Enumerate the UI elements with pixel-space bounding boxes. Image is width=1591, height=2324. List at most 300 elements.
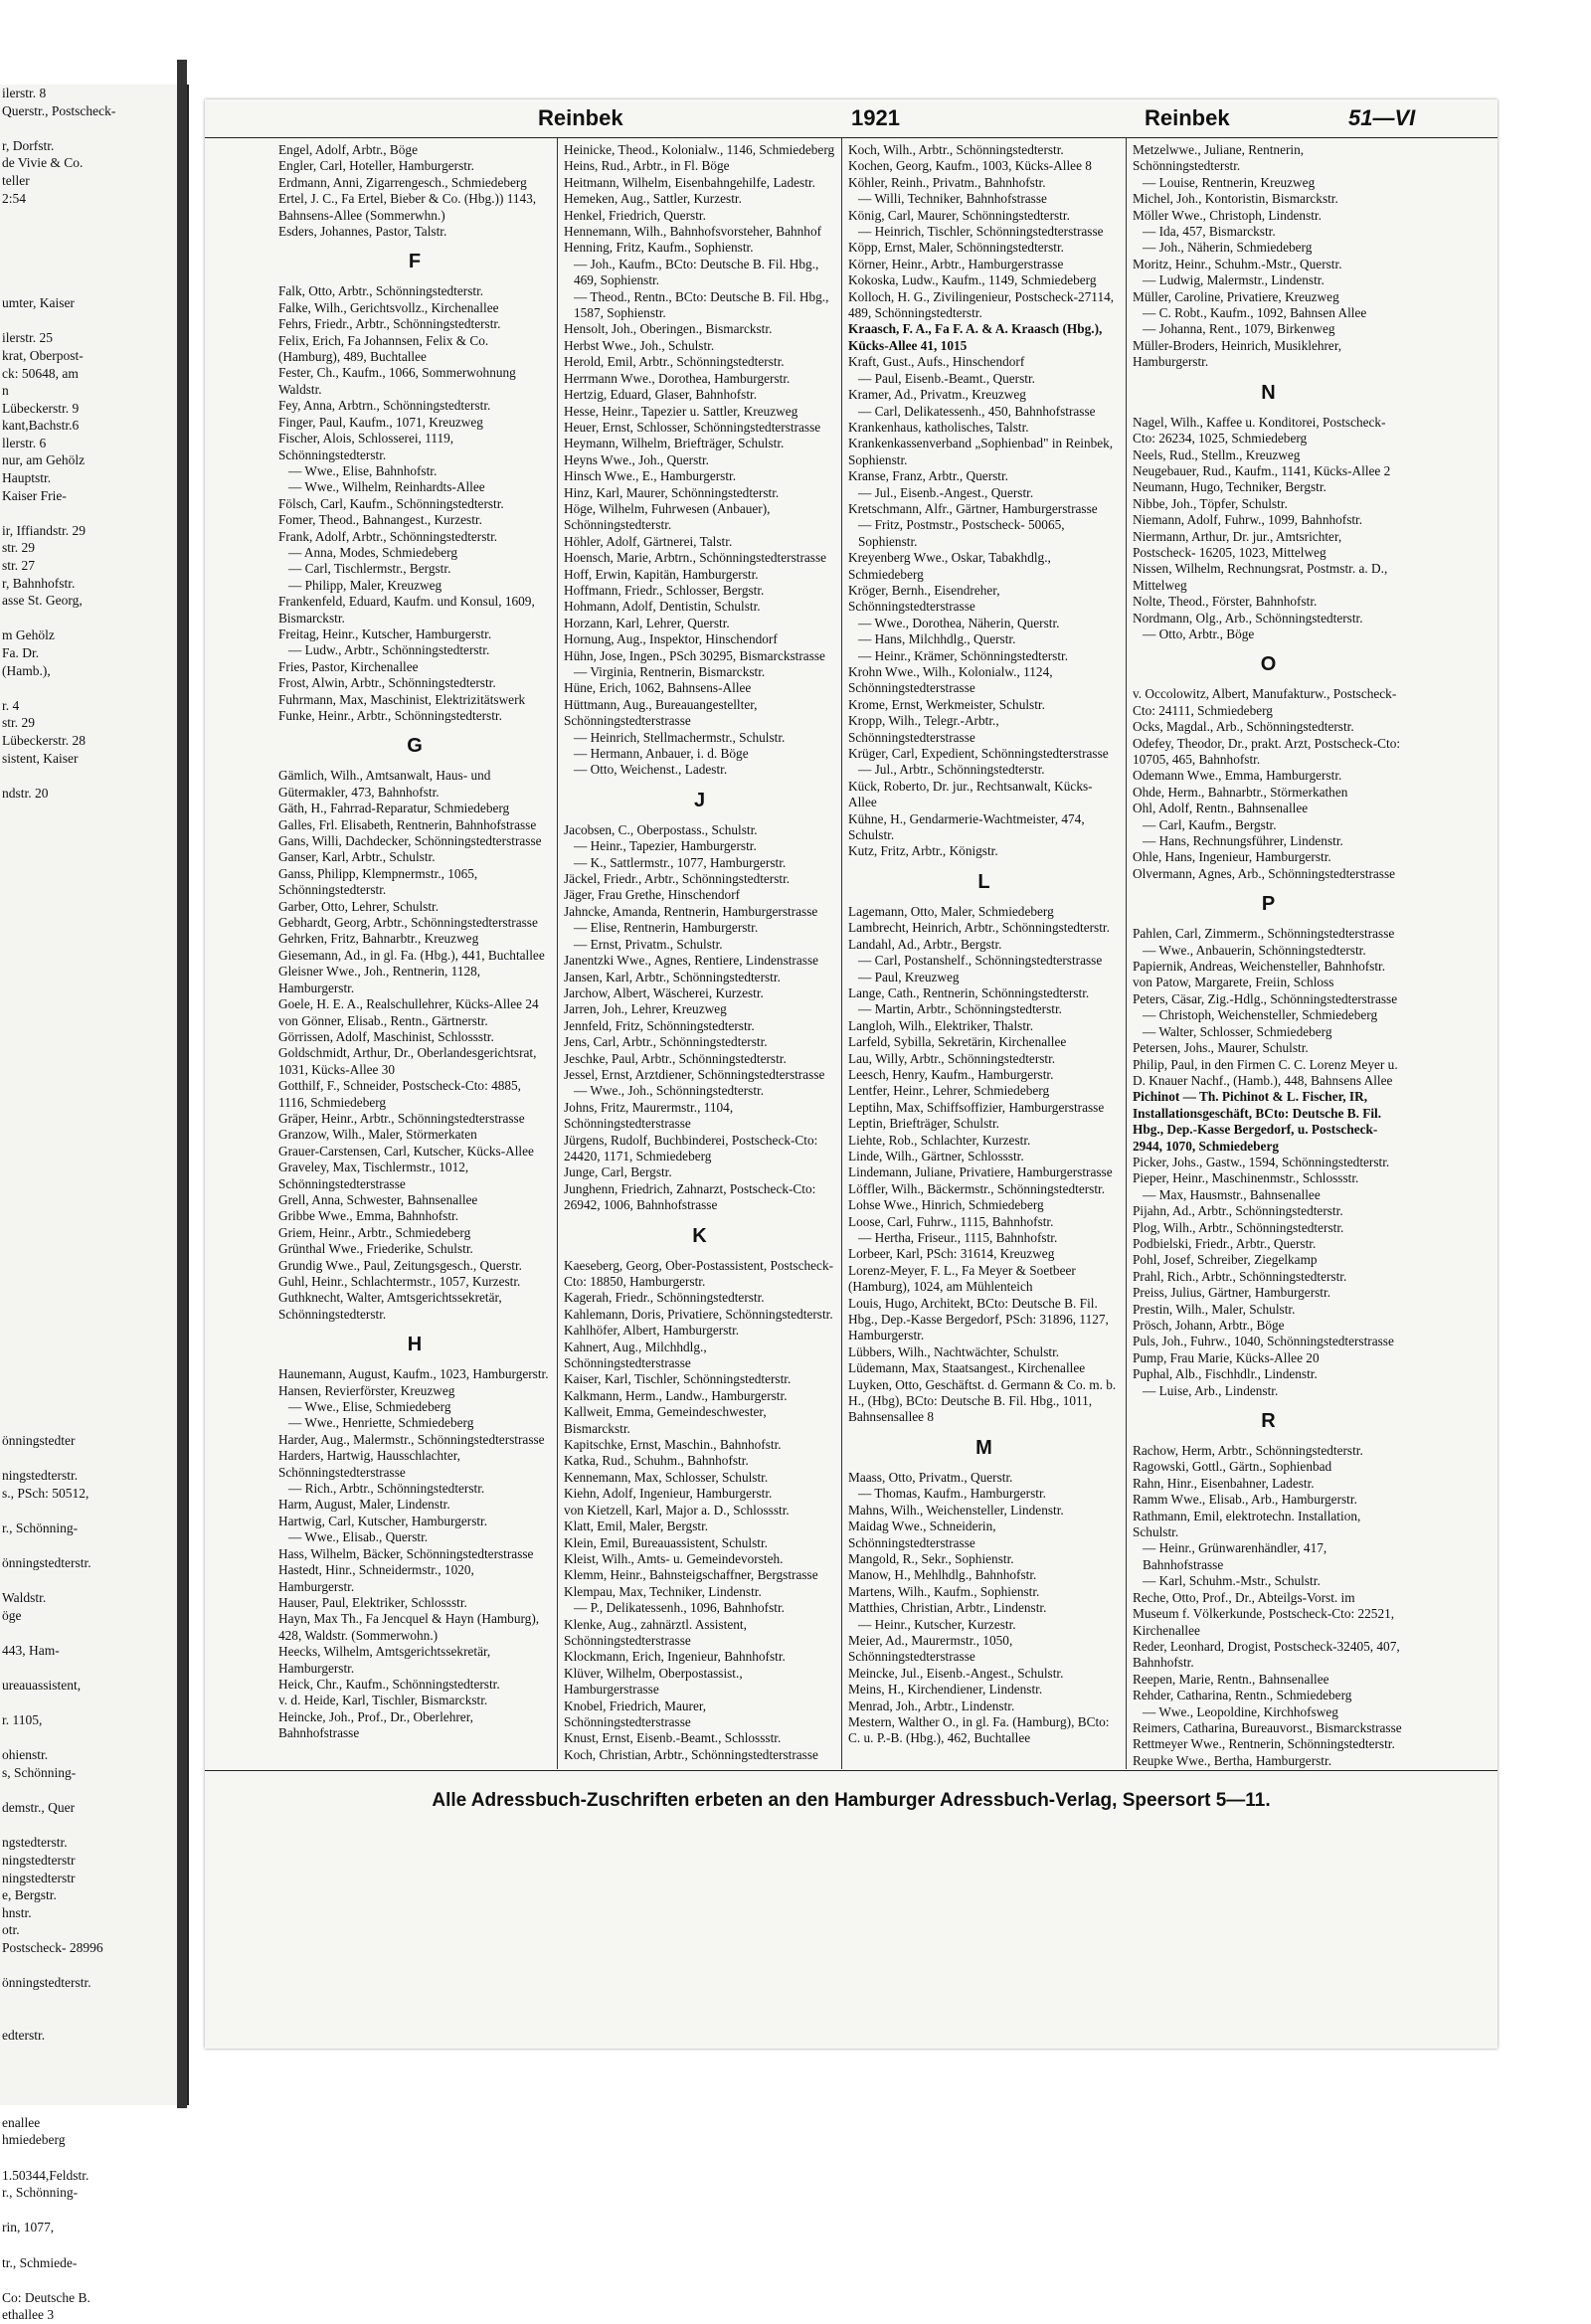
facing-page-line: Lübeckerstr. 28: [2, 732, 86, 748]
directory-entry: Körner, Heinr., Arbtr., Hamburgerstrasse: [848, 256, 1064, 271]
directory-entry: Gräper, Heinr., Arbtr., Schönningstedterstrasse: [278, 1110, 525, 1126]
facing-page-line: nur, am Gehölz: [2, 452, 86, 468]
directory-entry: — Ernst, Privatm., Schulstr.: [574, 936, 723, 952]
directory-entry: Kokoska, Ludw., Kaufm., 1149, Schmiedeberg: [848, 272, 1097, 288]
header-page-number: 51—VI: [1348, 105, 1416, 130]
directory-entry: Maass, Otto, Privatm., Querstr.: [848, 1469, 1013, 1485]
directory-entry: — Carl, Postanshelf., Schönningstedterstrasse: [858, 953, 1103, 969]
facing-page-line: [0, 119, 187, 137]
facing-page-line: [0, 225, 187, 243]
directory-entry: von Kietzell, Karl, Major a. D., Schlossstr.: [564, 1502, 790, 1518]
directory-column-4: [1126, 138, 1408, 1769]
directory-entry: — Joh., Näherin, Schmiedeberg: [1143, 240, 1313, 256]
section-letter: K: [692, 1224, 707, 1247]
facing-page-line: [0, 1659, 187, 1677]
facing-page-line: [0, 907, 187, 925]
directory-entry: Moritz, Heinr., Schuhm.-Mstr., Querstr.: [1133, 256, 1342, 271]
directory-entry: Prösch, Johann, Arbtr., Böge: [1133, 1318, 1285, 1333]
facing-page-line: demstr., Quer: [2, 1800, 76, 1816]
facing-page-line: [0, 1117, 187, 1135]
directory-entry: Johns, Fritz, Maurermstr., 1104, Schönningstedterstrasse: [564, 1099, 734, 1132]
directory-entry: Gleisner Wwe., Joh., Rentnerin, 1128, Hamburgerstr.: [278, 964, 481, 995]
directory-entry: Hennemann, Wilh., Bahnhofsvorsteher, Bahnhof: [564, 224, 822, 240]
directory-entry: Koch, Wilh., Arbtr., Schönningstedterstr.: [848, 142, 1064, 157]
facing-page-line: hnstr.: [2, 1904, 32, 1920]
facing-page-line: [0, 1029, 187, 1047]
directory-entry: — Heinrich, Stellmachermstr., Schulstr.: [574, 729, 786, 745]
directory-entry: Heinicke, Theod., Kolonialw., 1146, Schmiedeberg: [564, 142, 835, 157]
directory-entry: Fuhrmann, Max, Maschinist, Elektrizitätswerk: [278, 691, 526, 707]
directory-entry: Falk, Otto, Arbtr., Schönningstedterstr.: [278, 283, 484, 299]
directory-entry: — Ludw., Arbtr., Schönningstedterstr.: [288, 642, 490, 658]
directory-entry: Luyken, Otto, Geschäftst. d. Germann & Co. m. b. H., (Hbg), BCto: Deutsche B. Fil. Hbg., 1011, Bahnsensallee 8: [848, 1376, 1117, 1425]
directory-entry: — Walter, Schlosser, Schmiedeberg: [1143, 1023, 1332, 1039]
facing-page-line: tr., Schmiede-: [2, 2254, 78, 2270]
facing-page-line: (Hamb.),: [2, 662, 51, 678]
directory-entry: Hoff, Erwin, Kapitän, Hamburgerstr.: [564, 566, 759, 582]
directory-entry: Grauer-Carstensen, Carl, Kutscher, Kücks-Allee: [278, 1143, 534, 1159]
directory-entry: — Willi, Techniker, Bahnhofstrasse: [858, 191, 1047, 207]
directory-entry: Harm, August, Maler, Lindenstr.: [278, 1497, 450, 1513]
directory-entry: Jahncke, Amanda, Rentnerin, Hamburgerstrasse: [564, 903, 818, 919]
directory-entry: Papiernik, Andreas, Weichensteller, Bahnhofstr.: [1133, 959, 1386, 975]
directory-entry: — Carl, Kaufm., Bergstr.: [1143, 816, 1277, 832]
facing-page-line: [0, 1571, 187, 1589]
directory-entry: Rachow, Herm, Arbtr., Schönningstedterstr.: [1133, 1443, 1363, 1459]
facing-page-line: [0, 312, 187, 330]
section-letter: H: [407, 1334, 423, 1356]
directory-entry: Lüdemann, Max, Staatsangest., Kirchenallee: [848, 1360, 1086, 1376]
directory-entry: — Hans, Milchhdlg., Querstr.: [858, 631, 1016, 647]
directory-entry: — Wwe., Elisab., Querstr.: [288, 1529, 429, 1545]
directory-entry: Heitmann, Wilhelm, Eisenbahngehilfe, Ladestr.: [564, 174, 815, 190]
facing-page-line: öge: [2, 1607, 22, 1623]
directory-entry: Kühne, H., Gendarmerie-Wachtmeister, 474, Schulstr.: [848, 810, 1085, 843]
directory-entry: Haunemann, August, Kaufm., 1023, Hamburgerstr.: [278, 1366, 549, 1382]
directory-entry: — Hermann, Anbauer, i. d. Böge: [574, 746, 749, 762]
facing-page-line: ir, Iffiandstr. 29: [2, 522, 86, 538]
directory-entry: Kröger, Bernh., Eisendreher, Schönningstedterstrasse: [848, 582, 1000, 615]
directory-entry: Kahlhöfer, Albert, Hamburgerstr.: [564, 1323, 740, 1339]
directory-entry: — Wwe., Joh., Schönningstedterstr.: [574, 1083, 765, 1099]
directory-entry: Podbielski, Friedr., Arbtr., Querstr.: [1133, 1235, 1317, 1251]
directory-entry: Reimers, Catharina, Bureauvorst., Bismarckstrasse: [1133, 1719, 1402, 1735]
facing-page-line: [0, 2202, 187, 2220]
directory-entry: — Jul., Arbtr., Schönningstedterstr.: [858, 762, 1045, 778]
section-letter: G: [407, 735, 423, 758]
facing-page-line: r, Dorfstr.: [2, 137, 55, 153]
facing-page-line: r., Schönning-: [2, 2185, 79, 2201]
directory-entry: — Virginia, Rentnerin, Bismarckstr.: [574, 664, 766, 679]
directory-entry: Grünthal Wwe., Friederike, Schulstr.: [278, 1241, 473, 1257]
directory-entry: Klempau, Max, Techniker, Lindenstr.: [564, 1583, 762, 1599]
directory-entry: Petersen, Johs., Maurer, Schulstr.: [1133, 1040, 1309, 1056]
facing-page-line: [0, 1502, 187, 1520]
directory-entry: Kretschmann, Alfr., Gärtner, Hamburgerstrasse: [848, 500, 1098, 516]
directory-entry: Jessel, Ernst, Arztdiener, Schönningstedterstrasse: [564, 1066, 825, 1082]
directory-entry: Finger, Paul, Kaufm., 1071, Kreuzweg: [278, 414, 483, 430]
directory-entry: — K., Sattlermstr., 1077, Hamburgerstr.: [574, 854, 787, 870]
directory-entry: — Hertha, Friseur., 1115, Bahnhofstr.: [858, 1230, 1058, 1245]
facing-page-line: [0, 1310, 187, 1328]
directory-entry: Klüver, Wilhelm, Oberpostassist., Hamburgerstrasse: [564, 1665, 743, 1698]
facing-page-line: kant,Bachstr.6: [2, 418, 80, 434]
directory-entry: Pohl, Josef, Schreiber, Ziegelkamp: [1133, 1252, 1318, 1268]
directory-entry: — Theod., Rentn., BCto: Deutsche B. Fil. Hbg., 1587, Sophienstr.: [574, 288, 829, 321]
directory-entry: von Patow, Margarete, Freiin, Schloss: [1133, 975, 1334, 990]
facing-page-line: [0, 767, 187, 785]
directory-entry: Hühn, Jose, Ingen., PSch 30295, Bismarckstrasse: [564, 647, 825, 663]
directory-entry: Henning, Fritz, Kaufm., Sophienstr.: [564, 240, 754, 256]
directory-entry: Jäger, Frau Grethe, Hinschendorf: [564, 887, 741, 903]
directory-entry: Michel, Joh., Kontoristin, Bismarckstr.: [1133, 191, 1338, 207]
directory-entry: Harders, Hartwig, Hausschlachter, Schönningstedterstrasse: [278, 1448, 460, 1480]
directory-entry: Kochen, Georg, Kaufm., 1003, Kücks-Allee 8: [848, 158, 1092, 174]
directory-entry: Hesse, Heinr., Tapezier u. Sattler, Kreuzweg: [564, 403, 798, 419]
facing-page-line: [0, 610, 187, 627]
directory-entry: König, Carl, Maurer, Schönningstedterstr.: [848, 207, 1070, 223]
facing-page-line: önningstedter: [2, 1432, 76, 1448]
directory-entry: Frank, Adolf, Arbtr., Schönningstedterstr.: [278, 528, 498, 544]
directory-entry: Löffler, Wilh., Bäckermstr., Schönningstedterstr.: [848, 1180, 1106, 1196]
facing-page-line: [0, 889, 187, 907]
facing-page-line: de Vivie & Co.: [2, 155, 84, 171]
directory-entry: Nibbe, Joh., Töpfer, Schulstr.: [1133, 495, 1288, 511]
directory-entry: Hertzig, Eduard, Glaser, Bahnhofstr.: [564, 387, 758, 403]
directory-entry: Gämlich, Wilh., Amtsanwalt, Haus- und Gütermakler, 473, Bahnhofstr.: [278, 768, 491, 800]
directory-entry: Ohl, Adolf, Rentn., Bahnsenallee: [1133, 801, 1309, 816]
directory-entry: Preiss, Julius, Gärtner, Hamburgerstr.: [1133, 1285, 1331, 1301]
directory-entry: — Heinr., Krämer, Schönningstedterstr.: [858, 647, 1069, 663]
facing-page-line: ndstr. 20: [2, 785, 49, 801]
directory-entry: — Philipp, Maler, Kreuzweg: [288, 577, 442, 593]
directory-entry: Nolte, Theod., Förster, Bahnhofstr.: [1133, 594, 1318, 610]
directory-entry: von Gönner, Elisab., Rentn., Gärtnerstr.: [278, 1012, 488, 1028]
directory-entry: Koch, Christian, Arbtr., Schönningstedterstrasse: [564, 1746, 818, 1762]
facing-page-line: [0, 2079, 187, 2097]
directory-entry: — Otto, Weichenst., Ladestr.: [574, 762, 728, 778]
directory-entry: Fey, Anna, Arbtrn., Schönningstedterstr.: [278, 398, 491, 414]
directory-entry: — Wwe., Leopoldine, Kirchhofsweg: [1143, 1703, 1338, 1719]
facing-page-line: önningstedterstr.: [2, 1975, 91, 1991]
directory-entry: Lentfer, Heinr., Lehrer, Schmiedeberg: [848, 1083, 1050, 1099]
directory-entry: Kreyenberg Wwe., Oskar, Tabakhdlg., Schmiedeberg: [848, 550, 1051, 582]
facing-page-line: ck: 50648, am: [2, 365, 79, 381]
facing-page-line: [0, 994, 187, 1012]
directory-entry: Kück, Roberto, Dr. jur., Rechtsanwalt, Kücks-Allee: [848, 778, 1093, 810]
facing-page-line: [0, 1361, 187, 1379]
directory-column-2: [557, 138, 839, 1769]
directory-entry: Galles, Frl. Elisabeth, Rentnerin, Bahnhofstrasse: [278, 816, 537, 832]
directory-entry: — Rich., Arbtr., Schönningstedterstr.: [288, 1481, 485, 1497]
directory-entry: Granzow, Wilh., Maler, Störmerkaten: [278, 1127, 477, 1143]
directory-entry: Jeschke, Paul, Arbtr., Schönningstedterstr.: [564, 1050, 787, 1066]
facing-page-line: ningstedterstr: [2, 1852, 76, 1868]
facing-page-line: [0, 1274, 187, 1292]
directory-entry: Esders, Johannes, Pastor, Talstr.: [278, 224, 447, 240]
page-header: [205, 105, 1498, 135]
facing-page-line: umter, Kaiser: [2, 295, 75, 311]
facing-page-line: ningstedterstr.: [2, 1467, 79, 1483]
directory-entry: — Wwe., Elise, Schmiedeberg: [288, 1399, 451, 1415]
directory-entry: Jarren, Joh., Lehrer, Kreuzweg: [564, 1001, 727, 1017]
directory-entry: Jürgens, Rudolf, Buchbinderei, Postscheck-Cto: 24420, 1171, Schmiedeberg: [564, 1132, 818, 1163]
facing-page-line: str. 27: [2, 558, 36, 574]
directory-entry: Hansen, Revierförster, Kreuzweg: [278, 1382, 455, 1398]
facing-page-line: [0, 1152, 187, 1169]
facing-page-line: [0, 1624, 187, 1642]
directory-entry: Krankenhaus, katholisches, Talstr.: [848, 419, 1029, 435]
facing-page-line: [0, 1397, 187, 1415]
facing-page-line: Postscheck- 28996: [2, 1939, 103, 1955]
directory-entry: Langloh, Wilh., Elektriker, Thalstr.: [848, 1017, 1034, 1033]
directory-entry: Görrissen, Adolf, Maschinist, Schlossstr.: [278, 1028, 494, 1044]
directory-entry: Knobel, Friedrich, Maurer, Schönningstedterstrasse: [564, 1698, 707, 1729]
facing-page-line: r. 4: [2, 697, 20, 713]
directory-entry: Reepen, Marie, Rentn., Bahnsenallee: [1133, 1671, 1329, 1687]
directory-entry: Rehder, Catharina, Rentn., Schmiedeberg: [1133, 1688, 1352, 1703]
directory-entry: Heymann, Wilhelm, Briefträger, Schulstr.: [564, 436, 785, 451]
directory-entry: Herbst Wwe., Joh., Schulstr.: [564, 337, 715, 353]
facing-page-line: [0, 1257, 187, 1275]
directory-entry: Fischer, Alois, Schlosserei, 1119, Schönningstedterstr.: [278, 431, 454, 462]
directory-entry: Jacobsen, C., Oberpostass., Schulstr.: [564, 821, 758, 837]
directory-entry: Müller, Caroline, Privatiere, Kreuzweg: [1133, 288, 1339, 304]
facing-page-line: [0, 1011, 187, 1029]
directory-entry: Rathmann, Emil, elektrotechn. Installation, Schulstr.: [1133, 1508, 1361, 1540]
directory-entry: Klenke, Aug., zahnärztl. Assistent, Schönningstedterstrasse: [564, 1616, 747, 1648]
facing-page-line: [0, 1204, 187, 1222]
facing-page-line: str. 29: [2, 715, 36, 731]
facing-page-line: Querstr., Postscheck-: [2, 102, 116, 118]
directory-entry: Goele, H. E. A., Realschullehrer, Kücks-Allee 24: [278, 996, 539, 1012]
directory-entry: Heick, Chr., Kaufm., Schönningstedterstr.: [278, 1676, 500, 1692]
directory-entry: — Wwe., Anbauerin, Schönningstedterstr.: [1143, 942, 1366, 958]
facing-page-line: [0, 2096, 187, 2114]
facing-page-line: [0, 802, 187, 819]
directory-entry: Neels, Rud., Stellm., Kreuzweg: [1133, 447, 1301, 462]
directory-entry: Hüttmann, Aug., Bureauangestellter, Schönningstedterstrasse: [564, 696, 758, 729]
directory-entry: Krome, Ernst, Werkmeister, Schulstr.: [848, 696, 1045, 712]
facing-page-line: n: [2, 383, 9, 399]
directory-entry: Maidag Wwe., Schneiderin, Schönningstedterstrasse: [848, 1519, 996, 1550]
directory-entry: Ganss, Philipp, Klempnermstr., 1065, Schönningstedterstr.: [278, 865, 478, 898]
directory-entry: Köhler, Reinh., Privatm., Bahnhofstr.: [848, 174, 1046, 190]
directory-entry: Heins, Rud., Arbtr., in Fl. Böge: [564, 158, 730, 174]
facing-page-line: [0, 1186, 187, 1204]
directory-entry: — Wwe., Wilhelm, Reinhardts-Allee: [288, 479, 485, 495]
directory-entry: Heuer, Ernst, Schlosser, Schönningstedterstrasse: [564, 419, 821, 435]
facing-page-line: [0, 679, 187, 697]
directory-entry: Meier, Ad., Maurermstr., 1050, Schönningstedterstrasse: [848, 1632, 1013, 1665]
directory-entry: Junge, Carl, Bergstr.: [564, 1164, 672, 1180]
page-gutter: [177, 60, 187, 2108]
directory-entry: Griem, Heinr., Arbtr., Schmiedeberg: [278, 1224, 471, 1240]
facing-page-line: s., PSch: 50512,: [2, 1485, 89, 1501]
directory-entry: Ertel, J. C., Fa Ertel, Bieber & Co. (Hbg.)) 1143, Bahnsens-Allee (Sommerwhn.): [278, 191, 537, 223]
directory-entry: Ohde, Herm., Bahnarbtr., Störmerkathen: [1133, 784, 1348, 800]
directory-entry: Hemeken, Aug., Sattler, Kurzestr.: [564, 191, 742, 207]
directory-entry: Mestern, Walther O., in gl. Fa. (Hamburg), BCto: C. u. P.-B. (Hbg.), 462, Buchtallee: [848, 1713, 1110, 1746]
directory-entry: — Carl, Delikatessenh., 450, Bahnhofstrasse: [858, 403, 1096, 419]
directory-entry: Lübbers, Wilh., Nachtwächter, Schulstr.: [848, 1343, 1060, 1359]
directory-entry: Hayn, Max Th., Fa Jencquel & Hayn (Hamburg), 428, Waldstr. (Sommerwohn.): [278, 1611, 540, 1643]
directory-entry: — Christoph, Weichensteller, Schmiedeberg: [1143, 1007, 1378, 1023]
directory-entry: Klatt, Emil, Maler, Bergstr.: [564, 1519, 709, 1534]
directory-entry: Lau, Willy, Arbtr., Schönningstedterstr.: [848, 1050, 1056, 1066]
directory-entry: Neumann, Hugo, Techniker, Bergstr.: [1133, 479, 1326, 495]
directory-entry: Lohse Wwe., Hinrich, Schmiedeberg: [848, 1197, 1044, 1213]
directory-entry: Müller-Broders, Heinrich, Musiklehrer, Hamburgerstr.: [1133, 337, 1342, 370]
facing-page-line: str. 29: [2, 540, 36, 556]
facing-page-line: edterstr.: [2, 2027, 46, 2043]
facing-page-line: Co: Deutsche B.: [2, 2289, 90, 2305]
directory-entry: Kramer, Ad., Privatm., Kreuzweg: [848, 387, 1026, 403]
directory-entry: Kagerah, Friedr., Schönningstedterstr.: [564, 1290, 765, 1306]
facing-page-line: [0, 1695, 187, 1712]
directory-entry: Möller Wwe., Christoph, Lindenstr.: [1133, 207, 1322, 223]
directory-entry: Landahl, Ad., Arbtr., Bergstr.: [848, 936, 1002, 952]
directory-entry: Olvermann, Agnes, Arb., Schönningstedterstrasse: [1133, 865, 1396, 881]
directory-entry: Kallweit, Emma, Gemeindeschwester, Bismarckstr.: [564, 1404, 767, 1436]
directory-entry: — Joh., Kaufm., BCto: Deutsche B. Fil. Hbg., 469, Sophienstr.: [574, 256, 819, 288]
directory-entry: Mangold, R., Sekr., Sophienstr.: [848, 1550, 1014, 1566]
directory-entry: Engel, Adolf, Arbtr., Böge: [278, 142, 418, 157]
directory-entry: Guhl, Heinr., Schlachtermstr., 1057, Kurzestr.: [278, 1274, 521, 1289]
section-letter: O: [1260, 653, 1277, 676]
directory-entry: Loose, Carl, Fuhrw., 1115, Bahnhofstr.: [848, 1213, 1054, 1229]
directory-entry: Lagemann, Otto, Maler, Schmiedeberg: [848, 903, 1054, 919]
directory-entry: Linde, Wilh., Gärtner, Schlossstr.: [848, 1148, 1024, 1163]
directory-entry: Kaiser, Karl, Tischler, Schönningstedterstr.: [564, 1371, 792, 1387]
directory-entry: Neugebauer, Rud., Kaufm., 1141, Kücks-Allee 2: [1133, 462, 1391, 478]
facing-page-line: [0, 942, 187, 960]
section-letter: L: [977, 870, 990, 893]
directory-entry: Kaeseberg, Georg, Ober-Postassistent, Postscheck-Cto: 18850, Hamburgerstr.: [564, 1257, 834, 1289]
facing-page-line: [0, 1414, 187, 1432]
directory-entry: Kiehn, Adolf, Ingenieur, Hamburgerstr.: [564, 1486, 773, 1502]
directory-entry: v. Occolowitz, Albert, Manufakturw., Postscheck-Cto: 24111, Schmiedeberg: [1133, 686, 1397, 718]
directory-entry: — Ludwig, Malermstr., Lindenstr.: [1143, 272, 1325, 288]
directory-entry: Ganser, Karl, Arbtr., Schulstr.: [278, 849, 436, 865]
section-letter: J: [693, 789, 706, 811]
facing-page-line: [0, 819, 187, 837]
directory-entry: — Luise, Arb., Lindenstr.: [1143, 1382, 1279, 1398]
directory-entry: Martens, Wilh., Kaufm., Sophienstr.: [848, 1583, 1040, 1599]
directory-entry: Pijahn, Ad., Arbtr., Schönningstedterstr.: [1133, 1203, 1343, 1219]
directory-entry: Odemann Wwe., Emma, Hamburgerstr.: [1133, 768, 1342, 784]
directory-entry: Horzann, Karl, Lehrer, Querstr.: [564, 615, 730, 630]
directory-entry: Frankenfeld, Eduard, Kaufm. und Konsul, 1609, Bismarckstr.: [278, 594, 535, 626]
directory-entry: Reder, Leonhard, Drogist, Postscheck-32405, 407, Bahnhofstr.: [1133, 1638, 1400, 1671]
directory-entry: Hensolt, Joh., Oberingen., Bismarckstr.: [564, 321, 773, 337]
directory-entry: Rettmeyer Wwe., Rentnerin, Schönningstedterstr.: [1133, 1736, 1395, 1752]
directory-entry: Fries, Pastor, Kirchenallee: [278, 658, 419, 674]
directory-entry: Krohn Wwe., Wilh., Kolonialw., 1124, Schönningstedterstrasse: [848, 664, 1053, 696]
directory-entry: Gehrken, Fritz, Bahnarbtr., Kreuzweg: [278, 931, 479, 947]
facing-page-line: [0, 1344, 187, 1362]
directory-entry: Kahnert, Aug., Milchhdlg., Schönningstedterstrasse: [564, 1339, 707, 1371]
directory-entry: Philip, Paul, in den Firmen C. C. Lorenz Meyer u. D. Knauer Nachf., (Hamb.), 448, Bahnsens Allee: [1133, 1056, 1398, 1088]
directory-entry: Krüger, Carl, Expedient, Schönningstedterstrasse: [848, 746, 1109, 762]
directory-entry: — Paul, Eisenb.-Beamt., Querstr.: [858, 370, 1036, 386]
directory-entry: — P., Delikatessenh., 1096, Bahnhofstr.: [574, 1600, 785, 1616]
facing-page-line: [0, 2009, 187, 2027]
directory-entry: Fester, Ch., Kaufm., 1066, Sommerwohnung Waldstr.: [278, 365, 516, 397]
facing-page-line: llerstr. 6: [2, 435, 47, 450]
facing-page-line: hmiedeberg: [2, 2132, 66, 2148]
directory-entry: Reche, Otto, Prof., Dr., Abteilgs-Vorst. im Museum f. Völkerkunde, Postscheck-Cto: 22521, Kirchenallee: [1133, 1589, 1395, 1638]
facing-page-line: [0, 1992, 187, 2010]
directory-entry: Jens, Carl, Arbtr., Schönningstedterstr.: [564, 1034, 768, 1050]
facing-page-line: ningstedterstr: [2, 1870, 76, 1885]
directory-column-1: [272, 138, 555, 1769]
directory-entry: Freitag, Heinr., Kutscher, Hamburgerstr.: [278, 626, 492, 641]
directory-entry: Plog, Wilh., Arbtr., Schönningstedterstr.: [1133, 1219, 1344, 1235]
directory-entry: Pichinot — Th. Pichinot & L. Fischer, IR, Installationsgeschäft, BCto: Deutsche B. Fil. Hbg., Dep.-Kasse Bergedorf, u. Postscheck- 2944, 1070, Schmiedeberg: [1133, 1089, 1382, 1154]
directory-entry: — Paul, Kreuzweg: [858, 969, 960, 984]
directory-entry: Lambrecht, Heinrich, Arbtr., Schönningstedterstr.: [848, 920, 1110, 936]
facing-page-line: r., Schönning-: [2, 1520, 79, 1535]
directory-entry: Frost, Alwin, Arbtr., Schönningstedterstr.: [278, 675, 496, 691]
facing-page-line: [0, 1239, 187, 1257]
facing-page-line: krat, Oberpost-: [2, 347, 84, 363]
facing-page-line: [0, 1817, 187, 1835]
directory-entry: Hoffmann, Friedr., Schlosser, Bergstr.: [564, 582, 765, 598]
directory-entry: Mahns, Wilh., Weichensteller, Lindenstr.: [848, 1502, 1064, 1518]
directory-entry: Puls, Joh., Fuhrw., 1040, Schönningstedterstrasse: [1133, 1334, 1394, 1349]
directory-page: [205, 99, 1498, 2049]
directory-entry: — Wwe., Henriette, Schmiedeberg: [288, 1415, 474, 1431]
directory-entry: Odefey, Theodor, Dr., prakt. Arzt, Postscheck-Cto: 10705, 465, Bahnhofstr.: [1133, 735, 1401, 767]
header-place-left: Reinbek: [538, 105, 623, 130]
directory-entry: — Fritz, Postmstr., Postscheck- 50065, Sophienstr.: [858, 517, 1065, 549]
facing-page-line: ohienstr.: [2, 1747, 49, 1763]
facing-page-line: [0, 1047, 187, 1065]
facing-page-line: [0, 242, 187, 260]
directory-entry: Kleist, Wilh., Amts- u. Gemeindevorsteh.: [564, 1550, 784, 1566]
facing-page-line: [0, 977, 187, 994]
facing-page-line: enallee: [2, 2114, 41, 2130]
directory-entry: Falke, Wilh., Gerichtsvollz., Kirchenallee: [278, 299, 499, 315]
directory-entry: Leesch, Henry, Kaufm., Hamburgerstr.: [848, 1066, 1054, 1082]
facing-page-line: otr.: [2, 1922, 20, 1938]
facing-page-line: s, Schönning-: [2, 1765, 77, 1780]
directory-entry: Kutz, Fritz, Arbtr., Königstr.: [848, 843, 998, 859]
directory-entry: Lorbeer, Karl, PSch: 31614, Kreuzweg: [848, 1246, 1055, 1262]
directory-entry: Metzelwwe., Juliane, Rentnerin, Schönningstedterstr.: [1133, 142, 1305, 174]
directory-entry: Picker, Johs., Gastw., 1594, Schönningstedterstr.: [1133, 1154, 1390, 1169]
directory-entry: Junghenn, Friedrich, Zahnarzt, Postscheck-Cto: 26942, 1006, Bahnhofstrasse: [564, 1180, 816, 1213]
facing-page-line: [0, 854, 187, 872]
directory-entry: Graveley, Max, Tischlermstr., 1012, Schönningstedterstrasse: [278, 1160, 469, 1191]
directory-entry: Fomer, Theod., Bahnangest., Kurzestr.: [278, 512, 482, 528]
directory-entry: Ragowski, Gottl., Gärtn., Sophienbad: [1133, 1459, 1332, 1475]
directory-entry: Kahlemann, Doris, Privatiere, Schönningstedterstr.: [564, 1306, 833, 1322]
directory-entry: Höhler, Adolf, Gärtnerei, Talstr.: [564, 533, 733, 549]
directory-entry: Hinsch Wwe., E., Hamburgerstr.: [564, 468, 737, 484]
directory-entry: Fehrs, Friedr., Arbtr., Schönningstedterstr.: [278, 316, 501, 332]
facing-page-line: ilerstr. 8: [2, 86, 47, 100]
directory-entry: Hüne, Erich, 1062, Bahnsens-Allee: [564, 680, 752, 696]
facing-page-line: [0, 1449, 187, 1467]
directory-entry: — Elise, Rentnerin, Hamburgerstr.: [574, 920, 759, 936]
section-letter: N: [1261, 381, 1276, 404]
directory-entry: Kranse, Franz, Arbtr., Querstr.: [848, 468, 1009, 484]
directory-entry: Manow, H., Mehlhdlg., Bahnhofstr.: [848, 1567, 1037, 1583]
directory-entry: Ocks, Magdal., Arb., Schönningstedterstr.: [1133, 719, 1354, 735]
directory-entry: Grundig Wwe., Paul, Zeitungsgesch., Querstr.: [278, 1257, 522, 1273]
